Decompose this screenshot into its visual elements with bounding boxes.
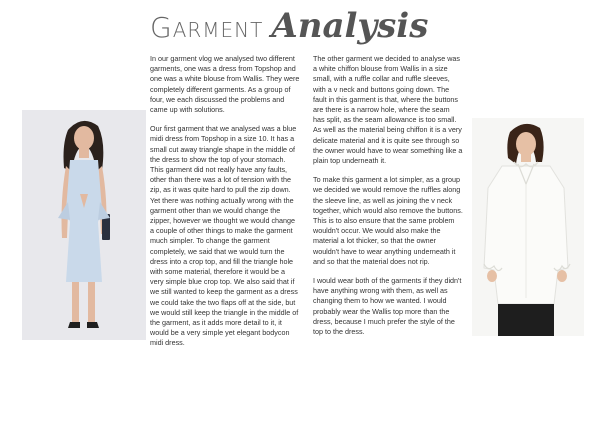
dress-model-illustration (22, 110, 146, 340)
intro-paragraph: In our garment vlog we analysed two different garments, one was a dress from Topshop and one was a white blouse from Wallis. They were completely different garments. As a group of four, we each discussed the problems and came up with solutions. (150, 54, 300, 115)
dress-analysis-paragraph: Our first garment that we analysed was a blue midi dress from Topshop in a size 10. It has a small cut away triangle shape in the middle of the dress to show the top of your stomach. This garment did not really have any faults, other than there was a lot of tension with the zip, as it was quite hard to pull the zip down. Yet there was nothing actually wrong with the garment other than we would change the zipper, however we thought we would change a couple of other things to make the garment much simpler. To change the garment completely, we said that we would turn the dress into a crop top, and fill the triangle hole with some material, therefore it would be a very simple blue crop top. We also said that if we still wanted to keep the garment as a dress we could take the two flaps off at the side, but we would still keep the triangle in the middle of the garment, as it adds more detail to it, it would be a very simple yet elegant bodycon midi dress. (150, 124, 299, 348)
left-text-column (150, 54, 300, 358)
title-word-analysis: Analysis (271, 6, 429, 46)
blouse-model-illustration (472, 118, 584, 336)
title-word-garment: Garment (150, 11, 264, 44)
blouse-photo (472, 118, 584, 336)
right-text-column (313, 54, 463, 346)
blouse-changes-paragraph: To make this garment a lot simpler, as a group we decided we would remove the ruffles along the sleeve line, as well as joining the v neck together, which would also remove the buttons. This is to also ensure that the same problem wouldn't occur. We would also make the material a lot thicker, so that the owner wouldn't have to wear anything underneath it and so that the material does not rip. (313, 175, 463, 266)
dress-photo (22, 110, 146, 340)
conclusion-paragraph: I would wear both of the garments if they didn't have anything wrong with them, as well as changing them to how we wanted. I would probably wear the Wallis top more than the dress, because I much prefer the style of the top to the dress. (313, 276, 462, 337)
page-title (150, 6, 428, 46)
blouse-analysis-paragraph: The other garment we decided to analyse was a white chiffon blouse from Wallis in a size small, with a ruffle collar and ruffle sleeves, with a v neck and buttons going down. The fault in this garment is that, where the buttons are there is a narrow hole, where the seam has split, as the seam allowance is too small. As well as the material being chiffon it is a very delicate material and it is quite see through so the owner would have to wear something like a plain top underneath it. (313, 54, 463, 166)
